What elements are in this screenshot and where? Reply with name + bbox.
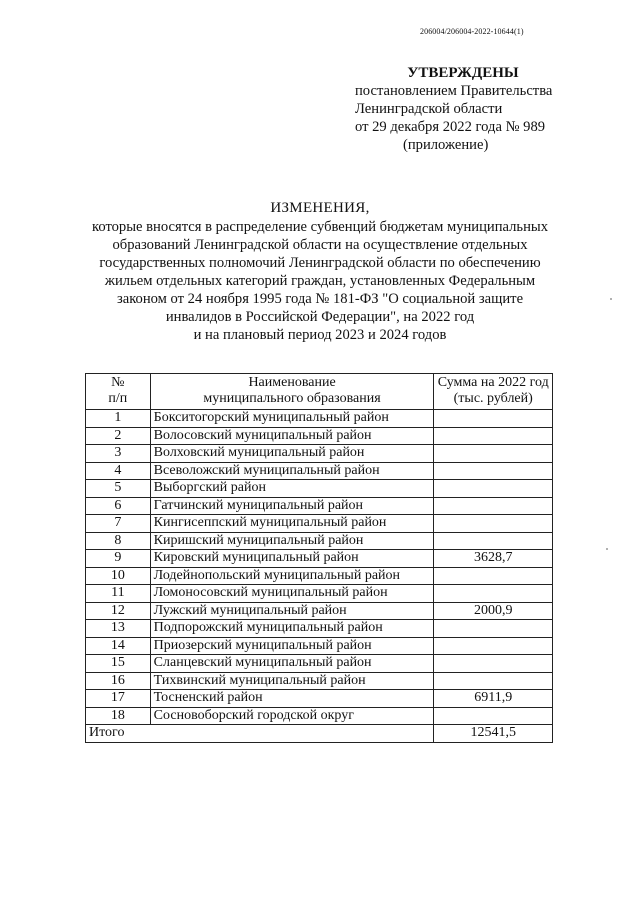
row-municipality: Тосненский район [150,690,434,708]
table-row [86,690,553,708]
row-sum [434,567,553,585]
row-number: 5 [86,480,151,498]
approval-line-1: постановлением Правительства [355,83,553,99]
document-title: ИЗМЕНЕНИЯ, [270,200,370,216]
row-municipality: Волховский муниципальный район [150,445,434,463]
row-number: 13 [86,620,151,638]
table-header-row [86,374,553,410]
row-municipality: Гатчинский муниципальный район [150,497,434,515]
row-sum [434,585,553,603]
approval-line-3: от 29 декабря 2022 года № 989 [355,119,546,135]
header-name-line-2: муниципального образования [203,391,381,406]
row-municipality: Ломоносовский муниципальный район [150,585,434,603]
title-line: жильем отдельных категорий граждан, установленных Федеральным [104,273,536,289]
row-sum [434,672,553,690]
row-number: 8 [86,532,151,550]
row-sum [434,655,553,673]
header-sum-line-1: Сумма на 2022 год [437,375,549,390]
table-row [86,532,553,550]
table-row [86,462,553,480]
title-line: которые вносятся в распределение субвенций бюджетам муниципальных [91,219,549,235]
row-number: 14 [86,637,151,655]
row-number: 16 [86,672,151,690]
table-row [86,602,553,620]
table-row [86,637,553,655]
row-number: 10 [86,567,151,585]
table-row [86,427,553,445]
header-number-line-2: п/п [108,391,128,406]
approval-line-2: Ленинградской области [355,101,503,117]
distribution-table [85,373,553,743]
title-line: законом от 24 ноября 1995 года № 181-ФЗ "О социальной защите [116,291,524,307]
table-row [86,497,553,515]
table-body [86,410,553,725]
row-number: 18 [86,707,151,725]
row-municipality: Киришский муниципальный район [150,532,434,550]
header-name-line-1: Наименование [248,375,336,390]
header-name [150,374,434,410]
total-row [86,725,553,743]
row-municipality: Кингисеппский муниципальный район [150,515,434,533]
table-row [86,550,553,568]
approval-line-4: (приложение) [403,137,489,153]
approval-heading: УТВЕРЖДЕНЫ [407,65,519,81]
table-row [86,672,553,690]
row-municipality: Выборгский район [150,480,434,498]
row-municipality: Волосовский муниципальный район [150,427,434,445]
row-number: 7 [86,515,151,533]
header-sum-line-2: (тыс. рублей) [453,391,533,406]
document-title-block [60,199,580,344]
title-line: образований Ленинградской области на осуществление отдельных [112,237,528,253]
row-number: 12 [86,602,151,620]
row-sum [434,532,553,550]
title-line: инвалидов в Российской Федерации", на 2022 год [165,309,475,325]
row-number: 15 [86,655,151,673]
row-number: 11 [86,585,151,603]
scan-speck [610,298,612,300]
table-row [86,585,553,603]
row-sum [434,637,553,655]
row-municipality: Подпорожский муниципальный район [150,620,434,638]
row-municipality: Лужский муниципальный район [150,602,434,620]
row-sum [434,515,553,533]
total-label: Итого [86,725,434,743]
row-sum: 2000,9 [434,602,553,620]
row-sum [434,620,553,638]
row-sum [434,480,553,498]
table-row [86,515,553,533]
row-sum: 6911,9 [434,690,553,708]
table-row [86,445,553,463]
title-line: и на плановый период 2023 и 2024 годов [193,327,447,343]
table-row [86,620,553,638]
row-number: 6 [86,497,151,515]
row-municipality: Сосновоборский городской округ [150,707,434,725]
row-sum [434,410,553,428]
row-sum [434,497,553,515]
table-row [86,655,553,673]
row-sum [434,427,553,445]
header-number-line-1: № [111,375,125,390]
header-number [86,374,151,410]
row-sum [434,707,553,725]
table-row [86,480,553,498]
row-municipality: Всеволожский муниципальный район [150,462,434,480]
row-municipality: Бокситогорский муниципальный район [150,410,434,428]
row-municipality: Сланцевский муниципальный район [150,655,434,673]
table-row [86,567,553,585]
total-sum: 12541,5 [434,725,553,743]
table-row [86,410,553,428]
document-id: 206004/206004-2022-10644(1) [420,27,524,36]
table-row [86,707,553,725]
row-sum: 3628,7 [434,550,553,568]
row-municipality: Тихвинский муниципальный район [150,672,434,690]
row-municipality: Приозерский муниципальный район [150,637,434,655]
row-number: 17 [86,690,151,708]
row-sum [434,445,553,463]
row-number: 3 [86,445,151,463]
row-number: 9 [86,550,151,568]
row-number: 4 [86,462,151,480]
row-municipality: Лодейнопольский муниципальный район [150,567,434,585]
scan-speck [606,548,608,550]
header-sum [434,374,553,410]
approval-stamp [355,64,565,154]
title-line: государственных полномочий Ленинградской области по обеспечению [99,255,541,271]
row-number: 2 [86,427,151,445]
row-sum [434,462,553,480]
row-municipality: Кировский муниципальный район [150,550,434,568]
row-number: 1 [86,410,151,428]
